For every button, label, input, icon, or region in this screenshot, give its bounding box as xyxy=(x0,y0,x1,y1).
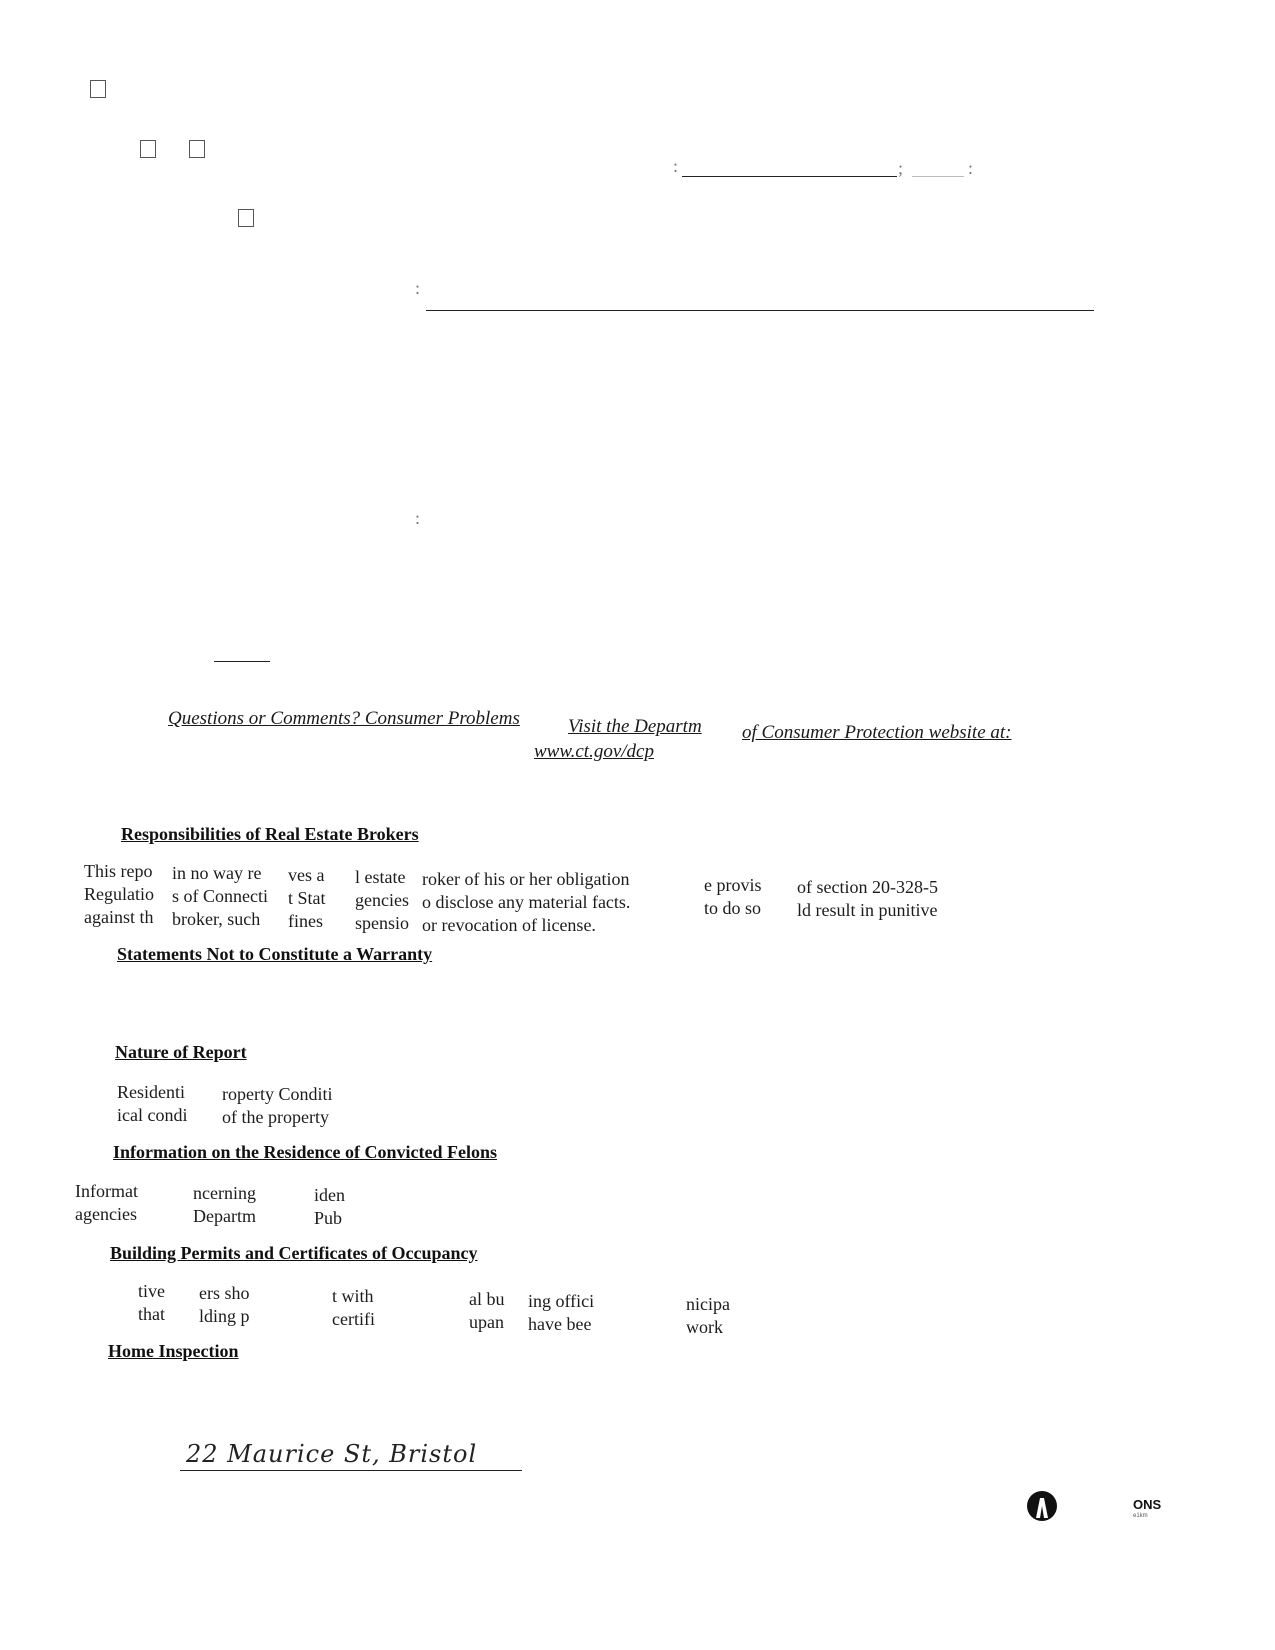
contact-line-part-1: Questions or Comments? Consumer Problems xyxy=(168,708,520,729)
footer-logo-subtext: e1km xyxy=(1133,1513,1148,1519)
footer-logo-icon xyxy=(1026,1490,1058,1522)
form-colon-1: : xyxy=(673,156,679,176)
heading-responsibilities: Responsibilities of Real Estate Brokers xyxy=(121,824,419,844)
checkbox-2[interactable] xyxy=(140,140,156,158)
form-colon-3: : xyxy=(415,278,421,298)
felons-col-1: Informat agencies xyxy=(75,1181,138,1224)
responsibilities-col-3: ves a t Stat fines xyxy=(288,865,326,931)
heading-warranty: Statements Not to Constitute a Warranty xyxy=(117,944,433,964)
responsibilities-col-2: in no way re s of Connecti broker, such xyxy=(172,863,268,929)
permits-col-1: tive that xyxy=(138,1281,165,1324)
footer-logo-text: ONS xyxy=(1133,1497,1162,1512)
form-semicolon: ; xyxy=(898,158,904,178)
checkbox-3[interactable] xyxy=(189,140,205,158)
handwritten-address: 22 Maurice St, Bristol xyxy=(186,1440,478,1468)
felons-col-3: iden Pub xyxy=(314,1185,345,1228)
permits-col-6: nicipa work xyxy=(686,1294,730,1337)
checkbox-4[interactable] xyxy=(238,209,254,227)
responsibilities-col-1: This repo Regulatio against th xyxy=(84,861,154,927)
permits-col-3: t with certifi xyxy=(332,1286,375,1329)
heading-home-inspection: Home Inspection xyxy=(108,1341,239,1361)
responsibilities-col-6: e provis to do so xyxy=(704,875,762,918)
form-colon-2: : xyxy=(968,158,974,178)
nature-col-1: Residenti ical condi xyxy=(117,1082,188,1125)
nature-col-2: roperty Conditi of the property xyxy=(222,1084,333,1127)
permits-col-5: ing offici have bee xyxy=(528,1291,595,1334)
responsibilities-col-4: l estate gencies spensio xyxy=(355,867,409,933)
contact-url-link[interactable]: www.ct.gov/dcp xyxy=(534,741,654,762)
felons-col-2: ncerning Departm xyxy=(193,1183,256,1226)
heading-nature-of-report: Nature of Report xyxy=(115,1042,247,1062)
permits-col-4: al bu upan xyxy=(469,1289,505,1332)
address-underline xyxy=(180,1470,522,1471)
blank-line-4[interactable] xyxy=(214,661,270,662)
checkbox-1[interactable] xyxy=(90,80,106,98)
permits-col-2: ers sho lding p xyxy=(199,1283,250,1326)
responsibilities-col-5: roker of his or her obligation o disclose any material facts. or revocation of license. xyxy=(422,869,631,935)
heading-building-permits: Building Permits and Certificates of Occupancy xyxy=(110,1243,478,1263)
blank-line-1[interactable] xyxy=(682,176,897,177)
responsibilities-col-7: of section 20-328-5 ld result in punitive xyxy=(797,877,938,920)
contact-line-part-3: of Consumer Protection website at: xyxy=(742,722,1012,743)
contact-line-part-2: Visit the Departm xyxy=(568,716,702,737)
blank-line-2[interactable] xyxy=(912,176,964,177)
heading-convicted-felons: Information on the Residence of Convicted Felons xyxy=(113,1142,497,1162)
form-colon-4: : xyxy=(415,508,421,528)
blank-line-3[interactable] xyxy=(426,310,1094,311)
